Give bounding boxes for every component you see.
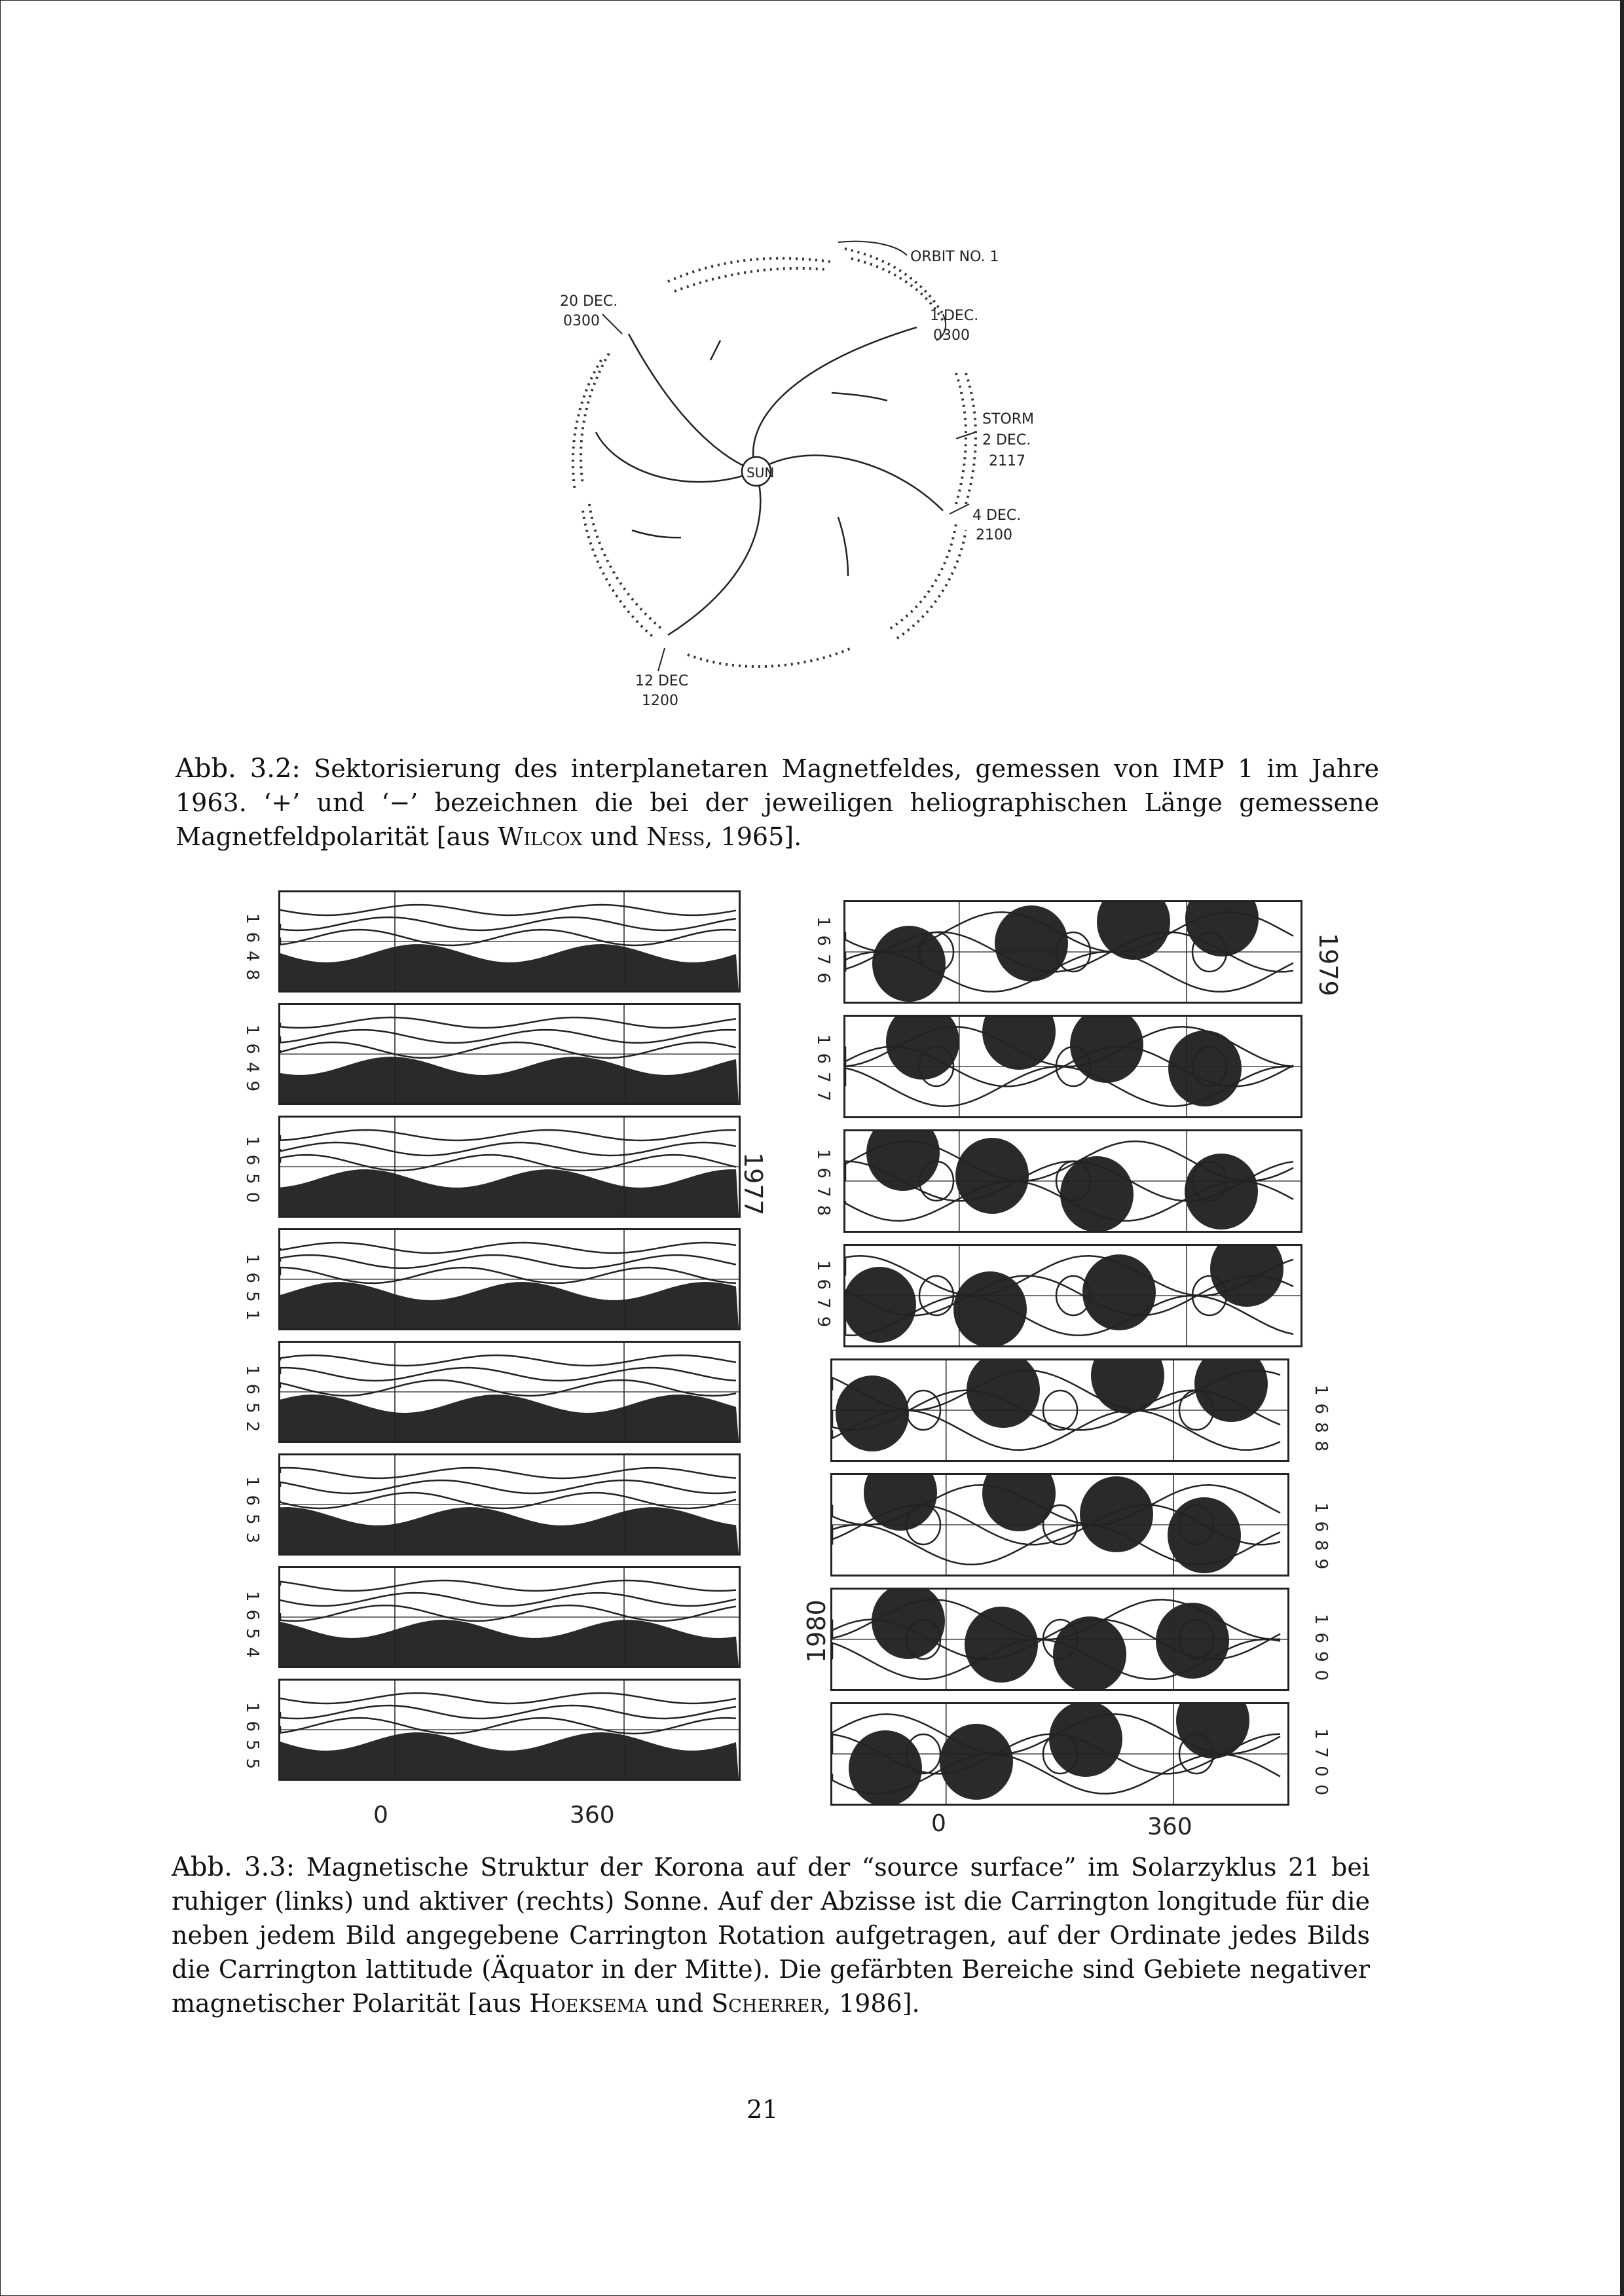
rotation-label: 1679 <box>813 1260 833 1336</box>
rotation-label: 1649 <box>242 1025 262 1100</box>
caption-lead: Abb. 3.3: <box>172 1852 295 1882</box>
synoptic-map-panel <box>278 1003 741 1105</box>
negative-polarity-region <box>1185 900 1259 957</box>
negative-polarity-region <box>953 1271 1027 1347</box>
contour-line <box>280 1142 736 1156</box>
scan-edge <box>1620 0 1624 2296</box>
contour-line <box>280 1468 736 1478</box>
negative-polarity-region <box>280 1620 739 1666</box>
label-dec2-time: 2117 <box>989 453 1025 469</box>
synoptic-map-panel <box>830 1702 1289 1806</box>
contour-line <box>280 1368 736 1381</box>
synoptic-map-panel <box>843 1015 1302 1118</box>
contour-line <box>280 1042 736 1058</box>
rotation-label: 1688 <box>1311 1385 1331 1460</box>
caption-and: und <box>647 1989 712 2018</box>
contour-line <box>280 1593 736 1606</box>
negative-polarity-region <box>280 1394 739 1441</box>
page-number: 21 <box>747 2095 779 2124</box>
synoptic-map-panel <box>278 1341 741 1443</box>
negative-polarity-region <box>280 1507 739 1554</box>
label-dec12-time: 1200 <box>642 693 678 709</box>
caption-author: Hoeksema <box>529 1989 648 2018</box>
rotation-label: 1689 <box>1311 1503 1331 1578</box>
contour-line <box>280 1580 736 1591</box>
negative-polarity-region <box>280 944 739 991</box>
contour-line <box>280 1693 736 1704</box>
rotation-label: 1653 <box>242 1476 262 1552</box>
contour-line <box>280 1493 736 1508</box>
rotation-label: 1700 <box>1311 1728 1331 1804</box>
negative-polarity-region <box>1194 1358 1268 1422</box>
label-orbit: ORBIT NO. 1 <box>910 249 999 265</box>
synoptic-map-panel <box>278 890 741 993</box>
figure-3-2-caption <box>175 752 1379 854</box>
rotation-label: 1652 <box>242 1365 262 1440</box>
contour-line <box>280 1605 736 1621</box>
label-dec1: 1 DEC. <box>930 308 979 324</box>
caption-year: , 1986]. <box>822 1989 920 2018</box>
contour-line <box>280 1255 736 1268</box>
caption-text: Magnetische Struktur der Korona auf der “source surface” im Solarzyklus 21 bei ruhiger (links) und aktiver (rechts) Sonne. Auf der Abzisse ist die Carrington longitude für die neben jedem Bild angegebene Carrington Rotation aufgetragen, auf der Ordinate jedes Bilds die Carrington lattitude (Äquator in der Mitte). Die gefärbten Bereiche sind Gebiete negativer magnetischer Polarität [aus <box>172 1853 1370 2018</box>
year-label-1980: 1980 <box>802 1599 831 1663</box>
x-tick-360-left: 360 <box>570 1802 615 1829</box>
contour-line <box>280 1267 736 1283</box>
negative-polarity-region <box>1082 1254 1156 1330</box>
rotation-label: 1678 <box>813 1149 833 1224</box>
negative-polarity-region <box>1091 1358 1164 1413</box>
rotation-label: 1654 <box>242 1591 262 1666</box>
contour-line <box>280 930 736 945</box>
synoptic-map-panel <box>278 1566 741 1668</box>
label-dec2: 2 DEC. <box>982 432 1031 448</box>
contour-line <box>280 1017 736 1028</box>
contour-line <box>280 1355 736 1366</box>
contour-line <box>280 1030 736 1043</box>
rotation-label: 1690 <box>1311 1614 1331 1689</box>
contour-line <box>280 1480 736 1493</box>
label-dec20-time: 0300 <box>563 313 600 329</box>
caption-year: , 1965]. <box>705 822 802 851</box>
negative-polarity-region <box>1080 1476 1153 1552</box>
label-dec20: 20 DEC. <box>560 293 618 310</box>
contour-line <box>280 905 736 915</box>
synoptic-map-panel <box>278 1679 741 1781</box>
contour-line <box>280 917 736 930</box>
negative-polarity-region <box>280 1732 739 1779</box>
synoptic-map-panel <box>278 1116 741 1218</box>
negative-polarity-region <box>280 1169 739 1216</box>
rotation-label: 1648 <box>242 913 262 989</box>
label-dec12: 12 DEC <box>635 673 689 689</box>
synoptic-map-panel <box>843 900 1302 1004</box>
sun-label: SUN <box>747 465 775 481</box>
label-storm: STORM <box>982 411 1034 428</box>
contour-line <box>280 1155 736 1171</box>
year-label-1977: 1977 <box>739 1152 767 1216</box>
synoptic-map-panel <box>843 1129 1302 1233</box>
contour-line <box>280 1705 736 1719</box>
rotation-label: 1650 <box>242 1136 262 1211</box>
x-tick-360-right: 360 <box>1147 1813 1192 1840</box>
caption-author: Wilcox <box>498 822 583 851</box>
synoptic-map-panel <box>830 1473 1289 1576</box>
negative-polarity-region <box>1049 1702 1122 1777</box>
synoptic-map-panel <box>278 1453 741 1556</box>
caption-and: und <box>582 822 646 851</box>
rotation-label: 1677 <box>813 1034 833 1110</box>
contour-line <box>280 1130 736 1140</box>
negative-polarity-region <box>864 1473 937 1531</box>
synoptic-map-panel <box>278 1228 741 1330</box>
negative-polarity-region <box>843 1267 916 1343</box>
x-tick-0-left: 0 <box>373 1802 388 1829</box>
synoptic-map-panel <box>830 1588 1289 1691</box>
caption-author: Ness <box>646 822 705 851</box>
caption-lead: Abb. 3.2: <box>175 754 301 784</box>
x-tick-0-right: 0 <box>931 1810 946 1837</box>
negative-polarity-region <box>940 1724 1013 1800</box>
rotation-label: 1655 <box>242 1702 262 1777</box>
contour-line <box>280 1380 736 1396</box>
negative-polarity-region <box>965 1607 1038 1683</box>
rotation-label: 1676 <box>813 917 833 992</box>
year-label-1979: 1979 <box>1314 933 1342 996</box>
negative-polarity-region <box>280 1057 739 1103</box>
caption-author: Scherrer <box>711 1989 823 2018</box>
caption-text: Sektorisierung des interplanetaren Magnetfeldes, gemessen von IMP 1 im Jahre 1963. ‘+’ und ‘−’ bezeichnen die bei der jeweiligen heliographischen Länge gemessene Magnetfeldpolarität [aus <box>175 754 1379 851</box>
contour-line <box>280 1243 736 1253</box>
negative-polarity-region <box>967 1358 1040 1428</box>
label-dec1-time: 0300 <box>933 327 970 344</box>
contour-line <box>280 1718 736 1734</box>
synoptic-map-panel <box>843 1244 1302 1347</box>
negative-polarity-region <box>955 1138 1029 1214</box>
label-dec4: 4 DEC. <box>972 507 1022 524</box>
negative-polarity-region <box>280 1282 739 1328</box>
label-dec4-time: 2100 <box>976 527 1012 543</box>
synoptic-map-panel <box>830 1358 1289 1462</box>
figure-3-3-caption <box>172 1850 1370 2020</box>
negative-polarity-region <box>836 1376 909 1451</box>
rotation-label: 1651 <box>242 1254 262 1329</box>
negative-polarity-region <box>982 1473 1056 1531</box>
